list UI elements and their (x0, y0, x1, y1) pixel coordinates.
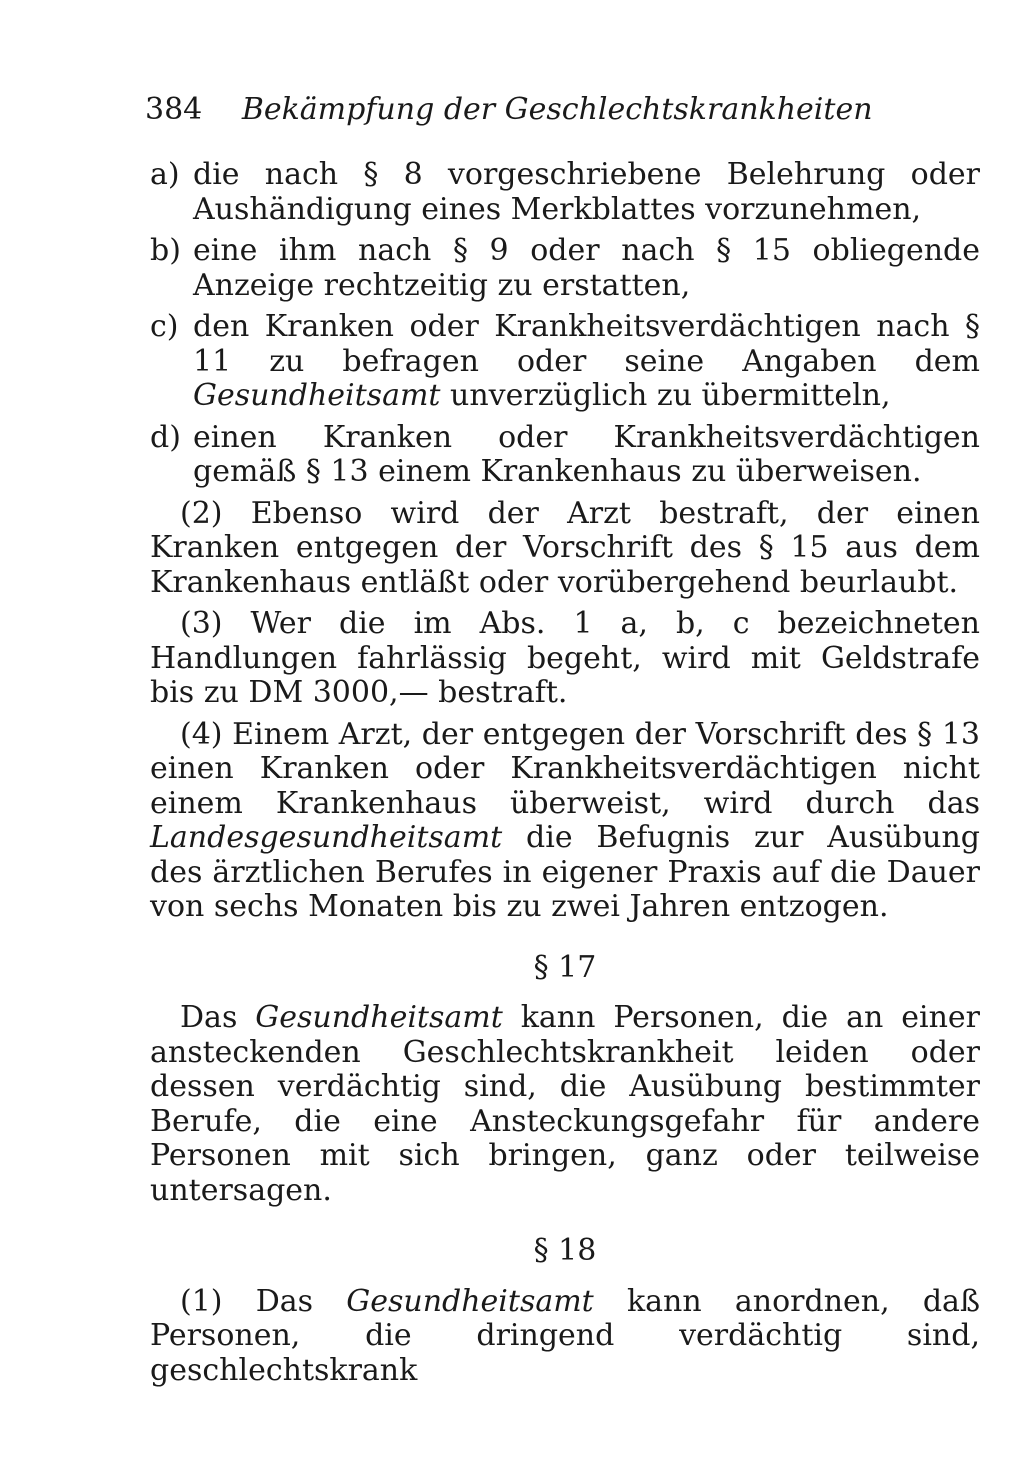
list-item-a (150, 158, 980, 227)
list-item-text: einen Kranken oder Krankheitsverdächtigen gemäß § 13 einem Krankenhaus zu überweisen. (193, 419, 980, 489)
section-17-before: Das (180, 1000, 256, 1035)
paragraph-4-before: (4) Einem Arzt, der entgegen der Vorschrift des § 13 einen Kranken oder Krankheitsverdächtigen nicht einem Krankenhaus überweist, wird durch das (150, 716, 980, 821)
list-item-label: b) (150, 233, 181, 268)
list-item-b (150, 234, 980, 303)
list-item-text-after: unverzüglich zu übermitteln, (440, 378, 891, 413)
paragraph-4-after: die Befugnis zur Ausübung des ärztlichen Berufes in eigener Praxis auf die Dauer von sechs Monaten bis zu zwei Jahren entzogen. (150, 820, 980, 924)
list-item-text: die nach § 8 vorgeschriebene Belehrung oder Aushändigung eines Merkblattes vorzunehmen, (193, 157, 980, 227)
list-item-label: c) (150, 309, 179, 344)
section-17-heading: § 17 (533, 949, 597, 985)
list-item-text-before: den Kranken oder Krankheitsverdächtigen nach § 11 zu befragen oder seine Angaben dem (193, 309, 980, 379)
section-18-before: (1) Das (180, 1283, 347, 1319)
list-item-label: a) (150, 157, 180, 192)
section-17-after: kann Personen, die an einer ansteckenden Geschlechtskrankheit leiden oder dessen verdächtig sind, die Ausübung bestimmter Berufe, die eine Ansteckungsgefahr für andere Personen mit sich bringen, ganz oder teilweise untersagen. (150, 1000, 981, 1208)
page-header (145, 92, 985, 132)
paragraph-4 (150, 718, 980, 925)
body-text (150, 158, 980, 1395)
paragraph-3: (3) Wer die im Abs. 1 a, b, c bezeichneten Handlungen fahrlässig begeht, wird mit Geldstrafe bis zu DM 3000,— bestraft. (150, 606, 980, 710)
paragraph-4-italic: Landesgesundheitsamt (150, 820, 503, 855)
section-17-paragraph (150, 1001, 980, 1208)
list-item-text-italic: Gesundheitsamt (193, 378, 441, 413)
section-18-italic: Gesundheitsamt (346, 1283, 594, 1319)
list-item-text: eine ihm nach § 9 oder nach § 15 obliegende Anzeige rechtzeitig zu erstatten, (193, 233, 980, 303)
list-item-d (150, 421, 980, 490)
paragraph-2: (2) Ebenso wird der Arzt bestraft, der einen Kranken entgegen der Vorschrift des § 15 aus dem Krankenhaus entläßt oder vorübergehend beurlaubt. (150, 495, 980, 600)
running-title: Bekämpfung der Geschlechtskrankheiten (241, 92, 873, 127)
section-18-after: kann anordnen, daß Personen, die dringend verdächtig sind, geschlechtskrank (150, 1283, 980, 1388)
section-17-italic: Gesundheitsamt (255, 1000, 503, 1035)
list-item-label: d) (150, 419, 181, 455)
page-number: 384 (145, 92, 203, 127)
list-item-c (150, 310, 980, 414)
section-18-heading: § 18 (533, 1233, 597, 1268)
section-18-paragraph (150, 1285, 980, 1389)
